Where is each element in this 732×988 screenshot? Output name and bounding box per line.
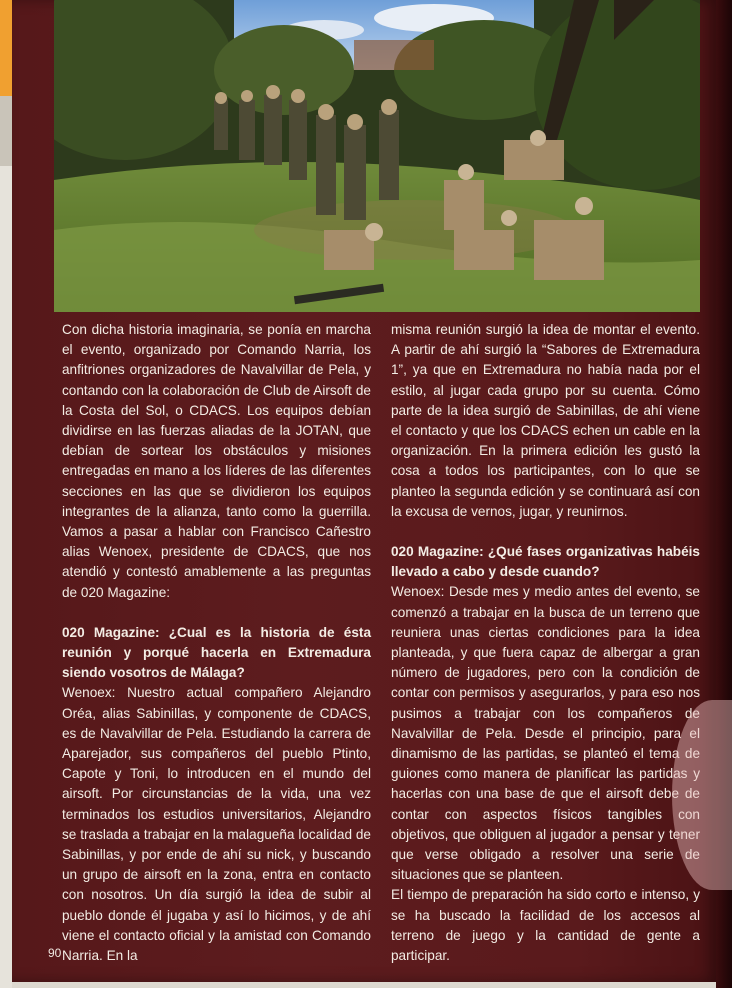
grey-edge-mark (0, 96, 12, 166)
interview-answer-continued: El tiempo de preparación ha sido corto e intenso, y se ha buscado la facilidad de los accesos al terreno de juego y la cantidad de gente a participar. (391, 887, 700, 964)
article-paragraph: misma reunión surgió la idea de montar el evento. A partir de ahí surgió la “Sabores de Extremadura 1”, ya que en Extremadura no había nada por el estilo, al jugar cada grupo por su cuenta. Cómo parte de la idea surgió de Sabinillas, de ahí viene el contacto y que los CDACS echen un cable en la organización. En la primera edición les gustó la cosa a todos los participantes, con lo que se planteo la segunda edición y se continuará así con la excusa de vernos, jugar, y reunirnos. (391, 322, 700, 519)
article-paragraph: Con dicha historia imaginaria, se ponía en marcha el evento, organizado por Comando Narria, los anfitriones organizadores de Navalvillar de Pela, y contando con la colaboración de Club de Airsoft de la Costa del Sol, o CDACS. Los equipos debían dividirse en las fuerzas aliadas de la JOTAN, que debían de sortear los obstáculos y misiones entregadas en mano a los líderes de las diferentes secciones en las que se dividieron los equipos integrantes de la alianza, tanto como la guerrilla. Vamos a pasar a hablar con Francisco Cañestro alias Wenoex, presidente de CDACS, que nos atendió y contestó amablemente a las preguntas de 020 Magazine: (62, 322, 371, 600)
interview-question: 020 Magazine: ¿Cual es la historia de ésta reunión y porqué hacerla en Extremadura siendo vosotros de Málaga? (62, 624, 371, 681)
left-page-edge (0, 0, 12, 988)
article-column-left (62, 320, 371, 966)
orange-edge-mark (0, 0, 12, 96)
interview-question: 020 Magazine: ¿Qué fases organizativas habéis llevado a cabo y desde cuando? (391, 544, 700, 580)
article-photo (54, 0, 700, 312)
article-column-right (391, 320, 700, 966)
interview-answer: Wenoex: Desde mes y medio antes del evento, se comenzó a trabajar en la busca de un terreno que reuniera unas ciertas condiciones para la idea planteada, y que fuera capaz de albergar a gran número de jugadores, pero con la condición de contar con permisos y asegurarlos, y para eso nos pusimos a trabajar con los compañeros de Navalvillar de Pela. Desde el principio, para el dinamismo de las partidas, se planteó el tema de guiones como manera de planificar las partidas y hacerlas con una base de que el airsoft debe de contar con aspectos físicos tangibles con objetivos, que obliguen al jugador a pensar y tener que verse obligado a resolver una serie de situaciones que se planteen. (391, 584, 700, 883)
interview-answer: Wenoex: Nuestro actual compañero Alejandro Oréa, alias Sabinillas, y componente de CDACS, es de Navalvillar de Pela. Estudiando la carrera de Aparejador, sus compañeros del pueblo Ptinto, Capote y Toni, lo introducen en el mundo del airsoft. Por circunstancias de la vida, una vez terminados los estudios universitarios, Alejandro se traslada a trabajar en la malagueña localidad de Sabinillas, y por ende de ahí su nick, y buscando un grupo de airsoft en la zona, entra en contacto con nosotros. Un día surgió la idea de subir al pueblo donde él jugaba y así lo hicimos, y de ahí viene el contacto oficial y la amistad con Comando Narria. En la (62, 685, 371, 964)
page-number: 90 (48, 946, 62, 960)
